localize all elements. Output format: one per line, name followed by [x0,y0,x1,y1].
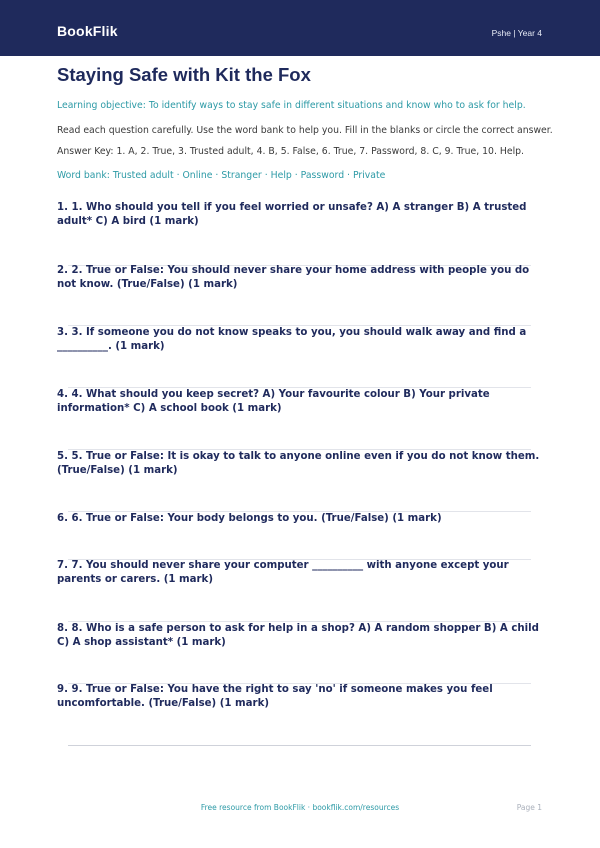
header-bar [0,0,600,56]
question-7: 7. 7. You should never share your computer __________ with anyone except your parents or carers. (1 mark) [57,560,509,585]
word-bank: Word bank: Trusted adult · Online · Stranger · Help · Password · Private [57,170,386,181]
brand-logo-text[interactable]: BookFlik [57,23,118,39]
footer-resource-link[interactable]: Free resource from BookFlik · bookflik.com/resources [200,803,400,812]
instructions-text: Read each question carefully. Use the word bank to help you. Fill in the blanks or circle the correct answer. [57,125,553,136]
footer-divider [68,745,531,746]
subject-year-label: Pshe | Year 4 [491,28,542,38]
question-9: 9. 9. True or False: You have the right to say 'no' if someone makes you feel uncomfortable. (True/False) (1 mark) [57,684,493,709]
question-1: 1. 1. Who should you tell if you feel worried or unsafe? A) A stranger B) A trusted adult* C) A bird (1 mark) [57,202,527,227]
page-number: Page 1 [516,803,542,812]
answer-key: Answer Key: 1. A, 2. True, 3. Trusted adult, 4. B, 5. False, 6. True, 7. Password, 8. C, 9. True, 10. Help. [57,146,525,157]
question-4: 4. 4. What should you keep secret? A) Your favourite colour B) Your private information* C) A school book (1 mark) [57,389,490,414]
learning-objective: Learning objective: To identify ways to stay safe in different situations and know who to ask for help. [57,100,526,111]
question-6: 6. 6. True or False: Your body belongs to you. (True/False) (1 mark) [57,513,442,524]
question-5: 5. 5. True or False: It is okay to talk to anyone online even if you do not know them. (True/False) (1 mark) [57,451,540,476]
question-8: 8. 8. Who is a safe person to ask for help in a shop? A) A random shopper B) A child C) A shop assistant* (1 mark) [57,623,539,648]
question-2: 2. 2. True or False: You should never share your home address with people you do not know. (True/False) (1 mark) [57,265,530,290]
question-3: 3. 3. If someone you do not know speaks to you, you should walk away and find a __________. (1 mark) [57,327,527,352]
worksheet-title: Staying Safe with Kit the Fox [57,64,311,85]
